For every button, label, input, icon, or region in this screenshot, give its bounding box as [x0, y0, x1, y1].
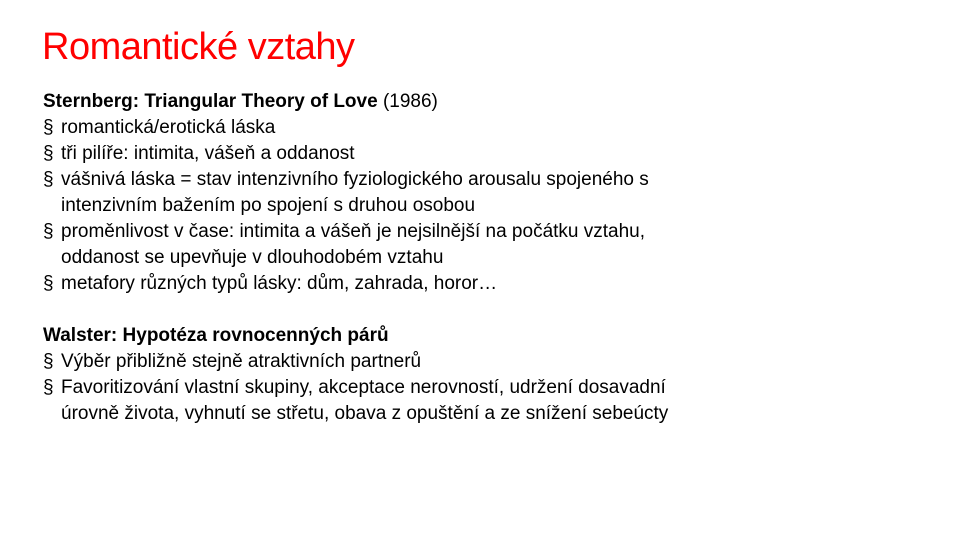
bullet-item	[43, 271, 923, 297]
bullet-text-continued: intenzivním bažením po spojení s druhou osobou	[61, 195, 476, 216]
bullet-text: romantická/erotická láska	[61, 117, 276, 138]
section-heading-walster	[43, 323, 923, 349]
bullet-text: vášnivá láska = stav intenzivního fyziologického arousalu spojeného s	[61, 169, 649, 190]
bullet-marker: §	[43, 143, 54, 164]
bullet-text: metafory různých typů lásky: dům, zahrada, horor…	[61, 273, 498, 294]
bullet-marker: §	[43, 221, 54, 242]
bullet-marker: §	[43, 117, 54, 138]
bullet-text-continued: oddanost se upevňuje v dlouhodobém vztahu	[61, 247, 444, 268]
bullet-marker: §	[43, 377, 54, 398]
section-heading-sternberg	[43, 89, 923, 115]
bullet-text: tři pilíře: intimita, vášeň a oddanost	[61, 143, 355, 164]
bullet-marker: §	[43, 273, 54, 294]
bullet-item	[43, 349, 923, 375]
bullet-marker: §	[43, 169, 54, 190]
bullet-item	[43, 219, 923, 271]
bullet-text: Favoritizování vlastní skupiny, akceptace nerovností, udržení dosavadní	[61, 377, 666, 398]
section-heading-year: (1986)	[377, 91, 438, 112]
bullet-text: Výběr přibližně stejně atraktivních partnerů	[61, 351, 422, 372]
bullet-item	[43, 375, 923, 427]
bullet-text: proměnlivost v čase: intimita a vášeň je nejsilnější na počátku vztahu,	[61, 221, 646, 242]
bullet-marker: §	[43, 351, 54, 372]
slide-body	[43, 89, 923, 427]
section-spacer	[43, 297, 923, 323]
bullet-item	[43, 115, 923, 141]
bullet-item	[43, 141, 923, 167]
bullet-text-continued: úrovně života, vyhnutí se střetu, obava z opuštění a ze snížení sebeúcty	[61, 403, 669, 424]
bullet-item	[43, 167, 923, 219]
slide-title: Romantické vztahy	[42, 26, 355, 68]
section-heading-bold: Sternberg: Triangular Theory of Love	[43, 91, 378, 112]
section-heading-bold: Walster: Hypotéza rovnocenných párů	[43, 325, 389, 346]
